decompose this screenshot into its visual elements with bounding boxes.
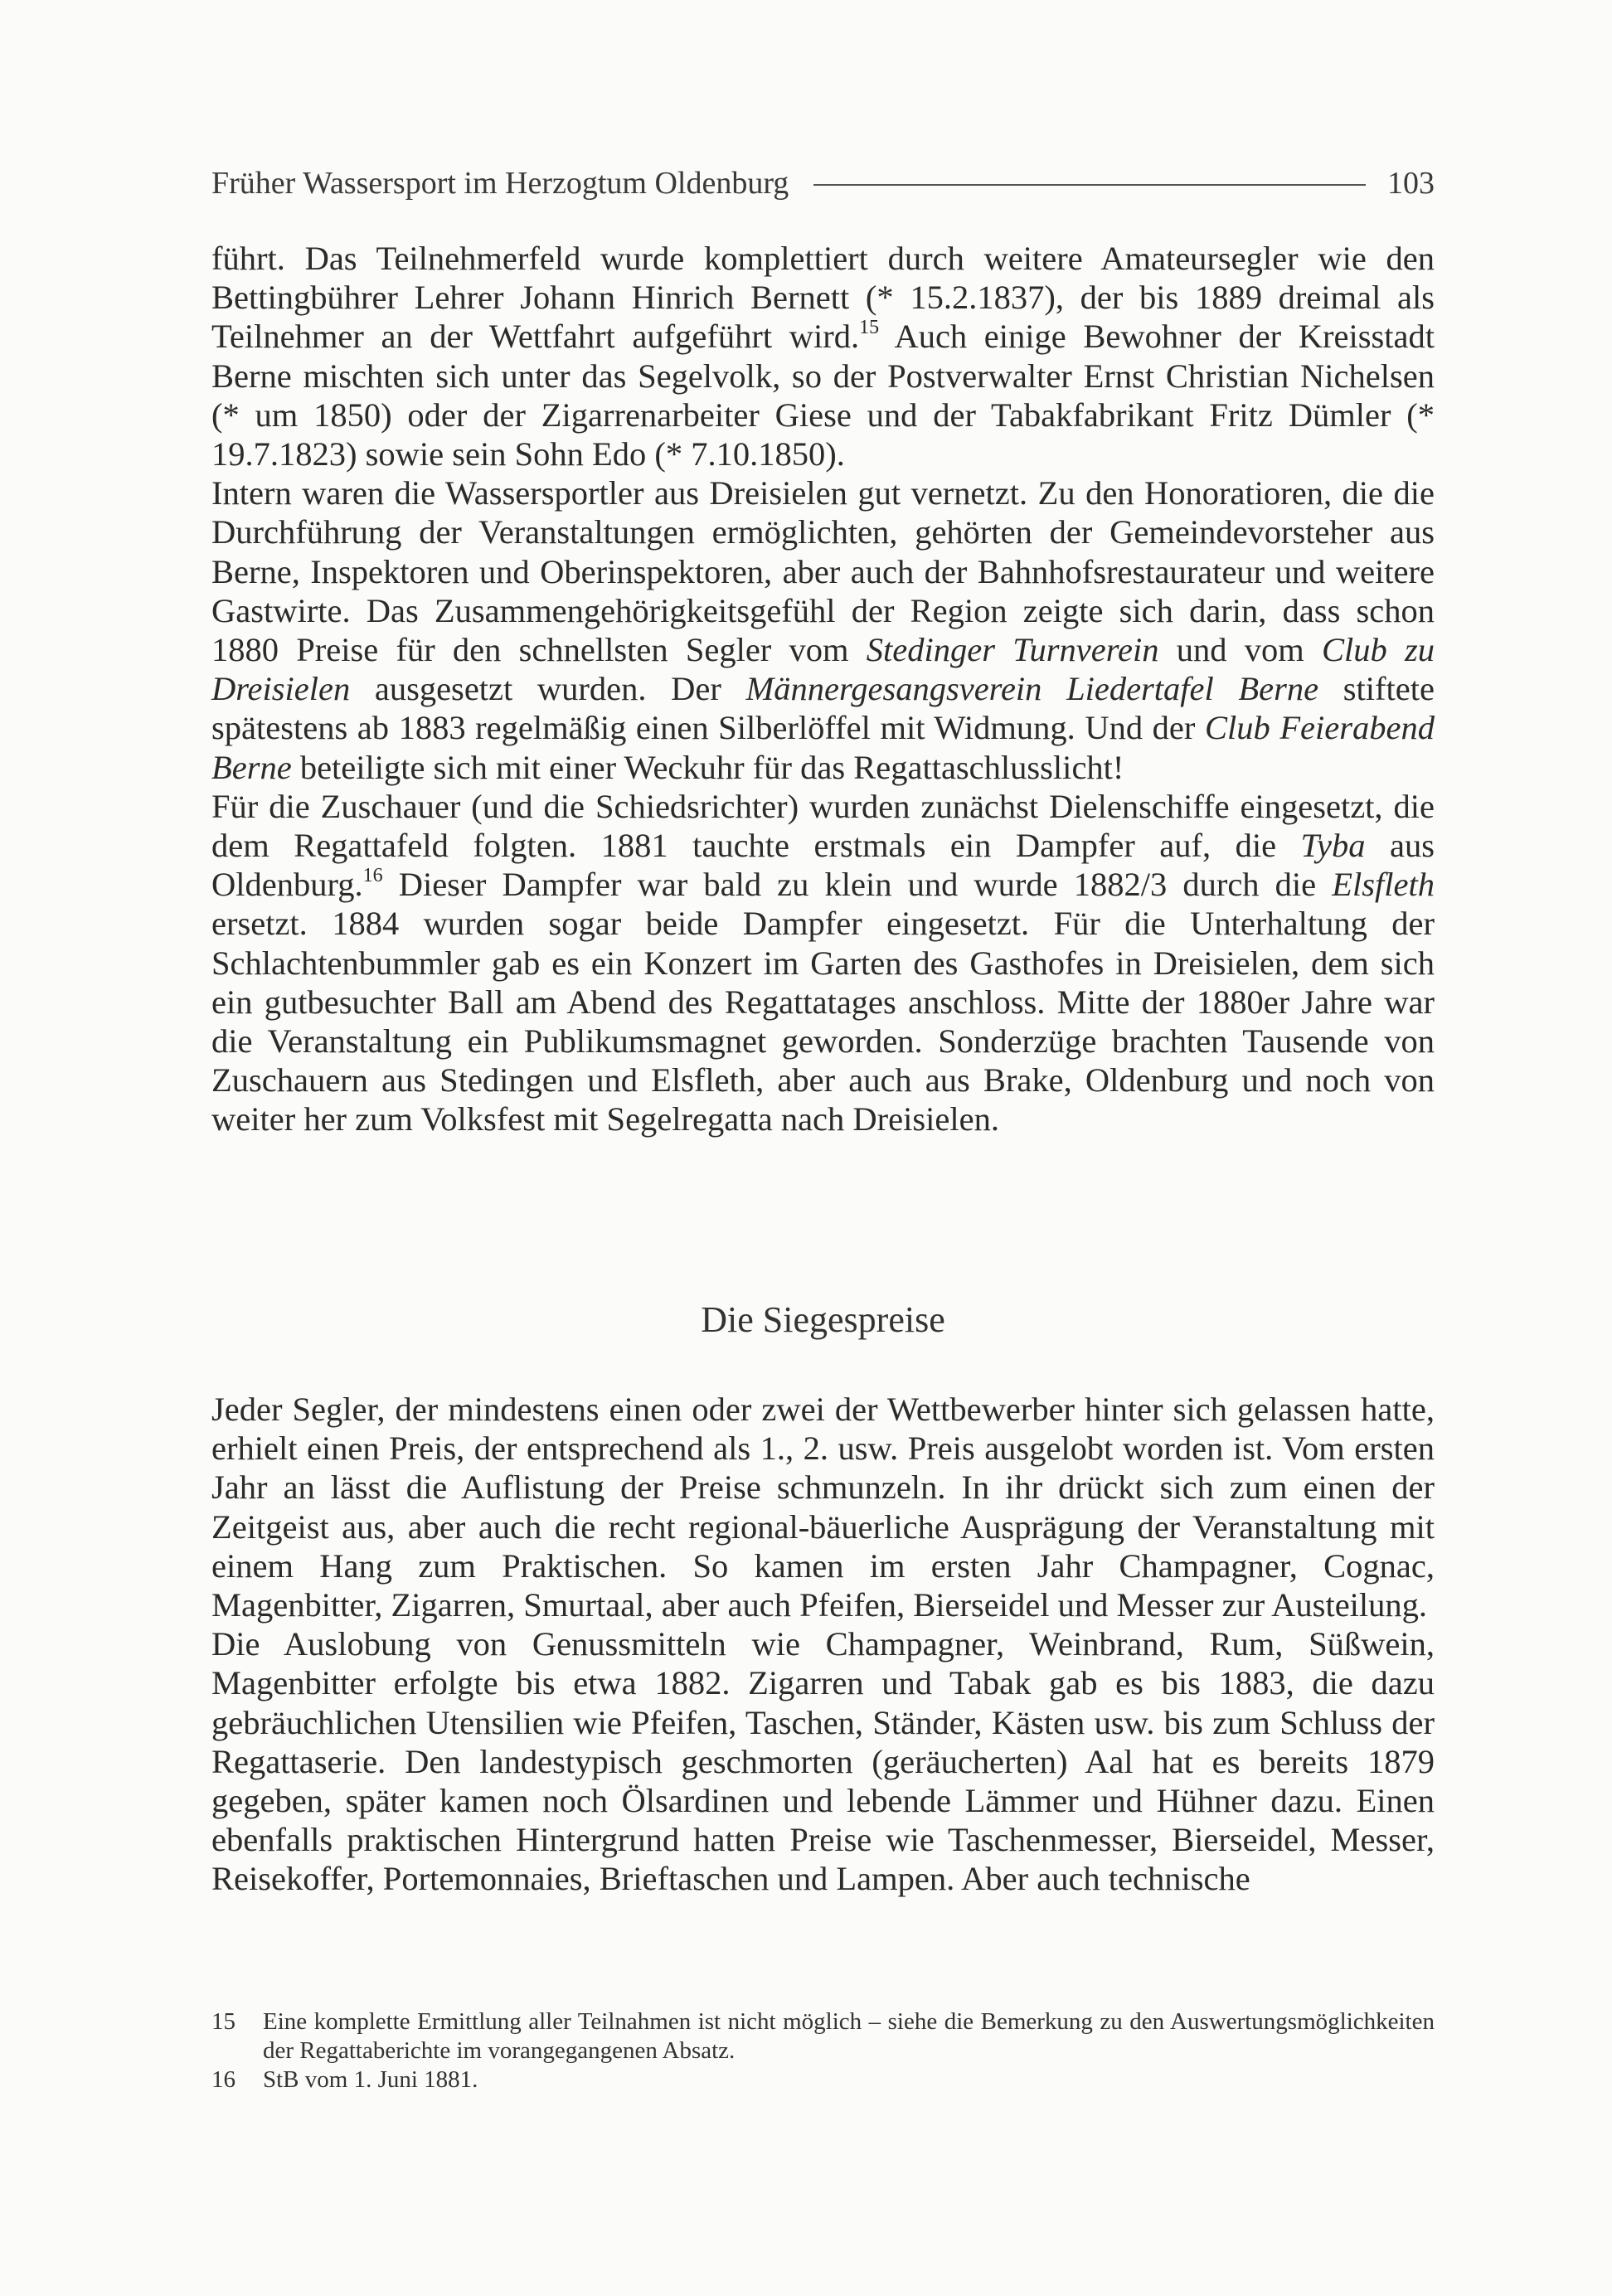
paragraph-3: Für die Zuschauer (und die Schiedsrichter) wurden zunächst Dielenschiffe eingesetzt, die dem Regattafeld folgten. 1881 tauchte erstmals ein Dampfer auf, die Tyba aus Oldenburg.$^{16}$ Dieser Dampfer war bald zu klein und wurde 1882/3 durch die Elsfleth ersetzt. 1884 wurden sogar beide Dampfer eingesetzt. Für die Unterhaltung der Schlachtenbummler gab es ein Konzert im Garten des Gasthofes in Dreisielen, dem sich ein gutbesuchter Ball am Abend des Regattatages anschloss. Mitte der 1880er Jahre war die Veranstaltung ein Publikumsmagnet geworden. Sonderzüge brachten Tausende von Zuschauern aus Stedingen und Elsfleth, aber auch aus Brake, Oldenburg und noch von weiter her zum Volksfest mit Segelregatta nach Dreisielen. xyxy=(211,787,1435,1138)
footnote-text: Eine komplette Ermittlung aller Teilnahmen ist nicht möglich – siehe die Bemerkung zu den Auswertungsmöglichkeiten der Regattaberichte im vorangegangenen Absatz. xyxy=(263,2008,1435,2064)
footnote-number: 16 xyxy=(211,2066,235,2093)
footnote-ref-15[interactable]: 15 xyxy=(859,316,880,338)
book-page xyxy=(211,0,1435,2296)
running-title: Früher Wassersport im Herzogtum Oldenburg xyxy=(211,166,789,201)
section-paragraph-2: Die Auslobung von Genussmitteln wie Champagner, Weinbrand, Rum, Süßwein, Magenbitter erfolgte bis etwa 1882. Zigarren und Tabak gab es bis 1883, die dazu gebräuchlichen Utensilien wie Pfeifen, Taschen, Ständer, Kästen usw. bis zum Schluss der Regattaserie. Den landestypisch geschmorten (geräucherten) Aal hat es bereits 1879 gegeben, später kamen noch Ölsardinen und lebende Lämmer und Hühner dazu. Einen ebenfalls praktischen Hintergrund hatten Preise wie Taschenmesser, Bierseidel, Messer, Reisekoffer, Portemonnaies, Brieftaschen und Lampen. Aber auch technische xyxy=(211,1625,1435,1898)
footnote xyxy=(211,2065,1435,2095)
section-paragraph-1: Jeder Segler, der mindestens einen oder zwei der Wettbewerber hinter sich gelassen hatte, erhielt einen Preis, der entsprechend als 1., 2. usw. Preis ausgelobt worden ist. Vom ersten Jahr an lässt die Auflistung der Preise schmunzeln. In ihr drückt sich zum einen der Zeitgeist aus, aber auch die recht regional-bäuerliche Ausprägung der Veranstaltung mit einem Hang zum Praktischen. So kamen im ersten Jahr Champagner, Cognac, Magenbitter, Zigarren, Smurtaal, aber auch Pfeifen, Bierseidel und Messer zur Austeilung. xyxy=(211,1391,1435,1624)
header-rule xyxy=(813,184,1366,186)
main-text xyxy=(211,239,1435,1139)
section-text xyxy=(211,1390,1435,1899)
italic-name: Club zu Dreisielen xyxy=(211,631,1435,708)
running-header xyxy=(211,163,1435,204)
footnotes xyxy=(211,2007,1435,2095)
footnote xyxy=(211,2007,1435,2065)
footnote-text: StB vom 1. Juni 1881. xyxy=(263,2066,478,2093)
paragraph-1: führt. Das Teilnehmerfeld wurde komplettiert durch weitere Amateursegler wie den Bettingbührer Lehrer Johann Hinrich Bernett (* 15.2.1837), der bis 1889 dreimal als Teilnehmer an der Wettfahrt aufgeführt wird.$^{15}$ Auch einige Bewohner der Kreisstadt Berne mischten sich unter das Segelvolk, so der Postverwalter Ernst Christian Nichelsen (* um 1850) oder der Zigarrenarbeiter Giese und der Tabakfabrikant Fritz Dümler (* 19.7.1823) sowie sein Sohn Edo (* 7.10.1850). xyxy=(211,240,1435,473)
section-heading: Die Siegespreise xyxy=(701,1299,945,1340)
paragraph-2: Intern waren die Wassersportler aus Dreisielen gut vernetzt. Zu den Honoratioren, die die Durchführung der Veranstaltungen ermöglichten, gehörten der Gemeindevorsteher aus Berne, Inspektoren und Oberinspektoren, aber auch der Bahnhofsrestaurateur und weitere Gastwirte. Das Zusammengehörigkeitsgefühl der Region zeigte sich darin, dass schon 1880 Preise für den schnellsten Segler vom Stedinger Turnverein und vom Club zu Dreisielen ausgesetzt wurden. Der Männergesangsverein Liedertafel Berne stiftete spätestens ab 1883 regelmäßig einen Silberlöffel mit Widmung. Und der Club Feierabend Berne beteiligte sich mit einer Weckuhr für das Regattaschlusslicht! xyxy=(211,474,1435,786)
italic-ship-name: Elsfleth xyxy=(1332,866,1435,904)
italic-ship-name: Tyba xyxy=(1300,827,1366,865)
page-number: 103 xyxy=(1387,166,1435,201)
italic-name: Stedinger Turnverein xyxy=(866,631,1159,669)
italic-name: Club Feierabend Berne xyxy=(211,709,1435,786)
italic-name: Männergesangsverein Liedertafel Berne xyxy=(745,670,1319,708)
footnote-number: 15 xyxy=(211,2008,235,2035)
footnote-ref-16[interactable]: 16 xyxy=(362,864,383,886)
